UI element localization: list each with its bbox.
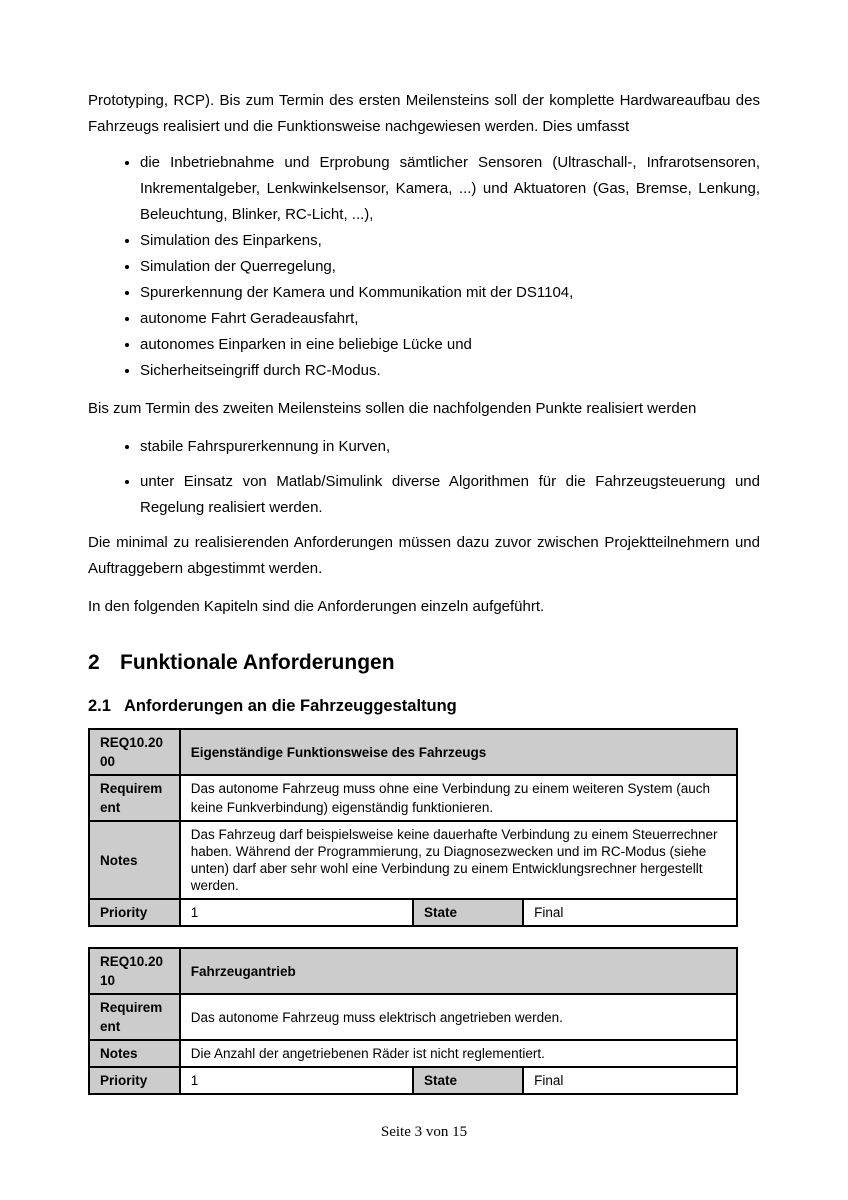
agreement-paragraph: Die minimal zu realisierenden Anforderungen müssen dazu zuvor zwischen Projektteilnehmern und Auftraggebern abgestimmt werden. bbox=[88, 534, 760, 577]
page-number: Seite 3 von 15 bbox=[380, 1124, 468, 1140]
table-row bbox=[89, 821, 737, 899]
notes-value-cell: Das Fahrzeug darf beispielsweise keine dauerhafte Verbindung zu einem Steuerrechner haben. Während der Programmierung, zu Diagnosezwecken und im RC-Modus (siehe unten) darf aber sehr wohl eine Verbindung zu einem Entwicklungsrechner hergestellt werden. bbox=[180, 821, 737, 899]
list-item: • unter Einsatz von Matlab/Simulink diverse Algorithmen für die Fahrzeugsteuerung und Regelung realisiert werden. bbox=[140, 469, 760, 521]
table-row bbox=[89, 994, 737, 1040]
section-number: 2 bbox=[88, 651, 100, 674]
milestone2-list bbox=[88, 434, 760, 521]
list-item: • Spurerkennung der Kamera und Kommunikation mit der DS1104, bbox=[140, 280, 760, 306]
list-item: • autonomes Einparken in eine beliebige Lücke und bbox=[140, 332, 760, 358]
priority-label-cell: Priority bbox=[89, 899, 180, 926]
table-row bbox=[89, 948, 737, 994]
state-value-cell: Final bbox=[523, 899, 737, 926]
subsection-number: 2.1 bbox=[88, 697, 111, 715]
state-value-cell: Final bbox=[523, 1067, 737, 1094]
section-title: Funktionale Anforderungen bbox=[120, 651, 395, 674]
req-title-cell: Fahrzeugantrieb bbox=[180, 948, 737, 994]
priority-label-cell: Priority bbox=[89, 1067, 180, 1094]
requirement-table-req10-2000 bbox=[88, 728, 738, 927]
list-item: • Simulation des Einparkens, bbox=[140, 228, 760, 254]
req-id-cell: REQ10.2000 bbox=[89, 729, 180, 775]
requirement-label-cell: Requirement bbox=[89, 775, 180, 821]
table-row bbox=[89, 1067, 737, 1094]
notes-value-cell: Die Anzahl der angetriebenen Räder ist nicht reglementiert. bbox=[180, 1040, 737, 1067]
list-item: • stabile Fahrspurerkennung in Kurven, bbox=[140, 434, 760, 460]
intro-paragraph: Prototyping, RCP). Bis zum Termin des ersten Meilensteins soll der komplette Hardwareaufbau des Fahrzeugs realisiert und die Funktionsweise nachgewiesen werden. Dies umfasst bbox=[88, 92, 760, 135]
section-heading bbox=[88, 650, 760, 675]
milestone2-paragraph: Bis zum Termin des zweiten Meilensteins sollen die nachfolgenden Punkte realisiert werden bbox=[88, 400, 697, 417]
table-row bbox=[89, 1040, 737, 1067]
notes-label-cell: Notes bbox=[89, 821, 180, 899]
requirement-value-cell: Das autonome Fahrzeug muss ohne eine Verbindung zu einem weiteren System (auch keine Funkverbindung) eigenständig funktionieren. bbox=[180, 775, 737, 821]
state-label-cell: State bbox=[413, 1067, 523, 1094]
milestone1-list bbox=[88, 150, 760, 384]
table-row bbox=[89, 729, 737, 775]
chapters-paragraph: In den folgenden Kapiteln sind die Anforderungen einzeln aufgeführt. bbox=[88, 598, 545, 615]
requirement-value-cell: Das autonome Fahrzeug muss elektrisch angetrieben werden. bbox=[180, 994, 737, 1040]
list-item: • die Inbetriebnahme und Erprobung sämtlicher Sensoren (Ultraschall-, Infrarotsensoren, Inkrementalgeber, Lenkwinkelsensor, Kamera, ...) und Aktuatoren (Gas, Bremse, Lenkung, Beleuchtung, Blinker, RC-Licht, ...), bbox=[140, 150, 760, 228]
req-id-cell: REQ10.2010 bbox=[89, 948, 180, 994]
priority-value-cell: 1 bbox=[180, 1067, 413, 1094]
table-row bbox=[89, 775, 737, 821]
req-title-cell: Eigenständige Funktionsweise des Fahrzeugs bbox=[180, 729, 737, 775]
list-item: • Sicherheitseingriff durch RC-Modus. bbox=[140, 358, 760, 384]
page-content bbox=[88, 88, 760, 1095]
notes-label-cell: Notes bbox=[89, 1040, 180, 1067]
state-label-cell: State bbox=[413, 899, 523, 926]
table-row bbox=[89, 899, 737, 926]
priority-value-cell: 1 bbox=[180, 899, 413, 926]
list-item: • Simulation der Querregelung, bbox=[140, 254, 760, 280]
requirement-table-req10-2010 bbox=[88, 947, 738, 1095]
subsection-title: Anforderungen an die Fahrzeuggestaltung bbox=[124, 697, 457, 715]
subsection-heading bbox=[88, 697, 760, 715]
list-item: • autonome Fahrt Geradeausfahrt, bbox=[140, 306, 760, 332]
requirement-label-cell: Requirement bbox=[89, 994, 180, 1040]
